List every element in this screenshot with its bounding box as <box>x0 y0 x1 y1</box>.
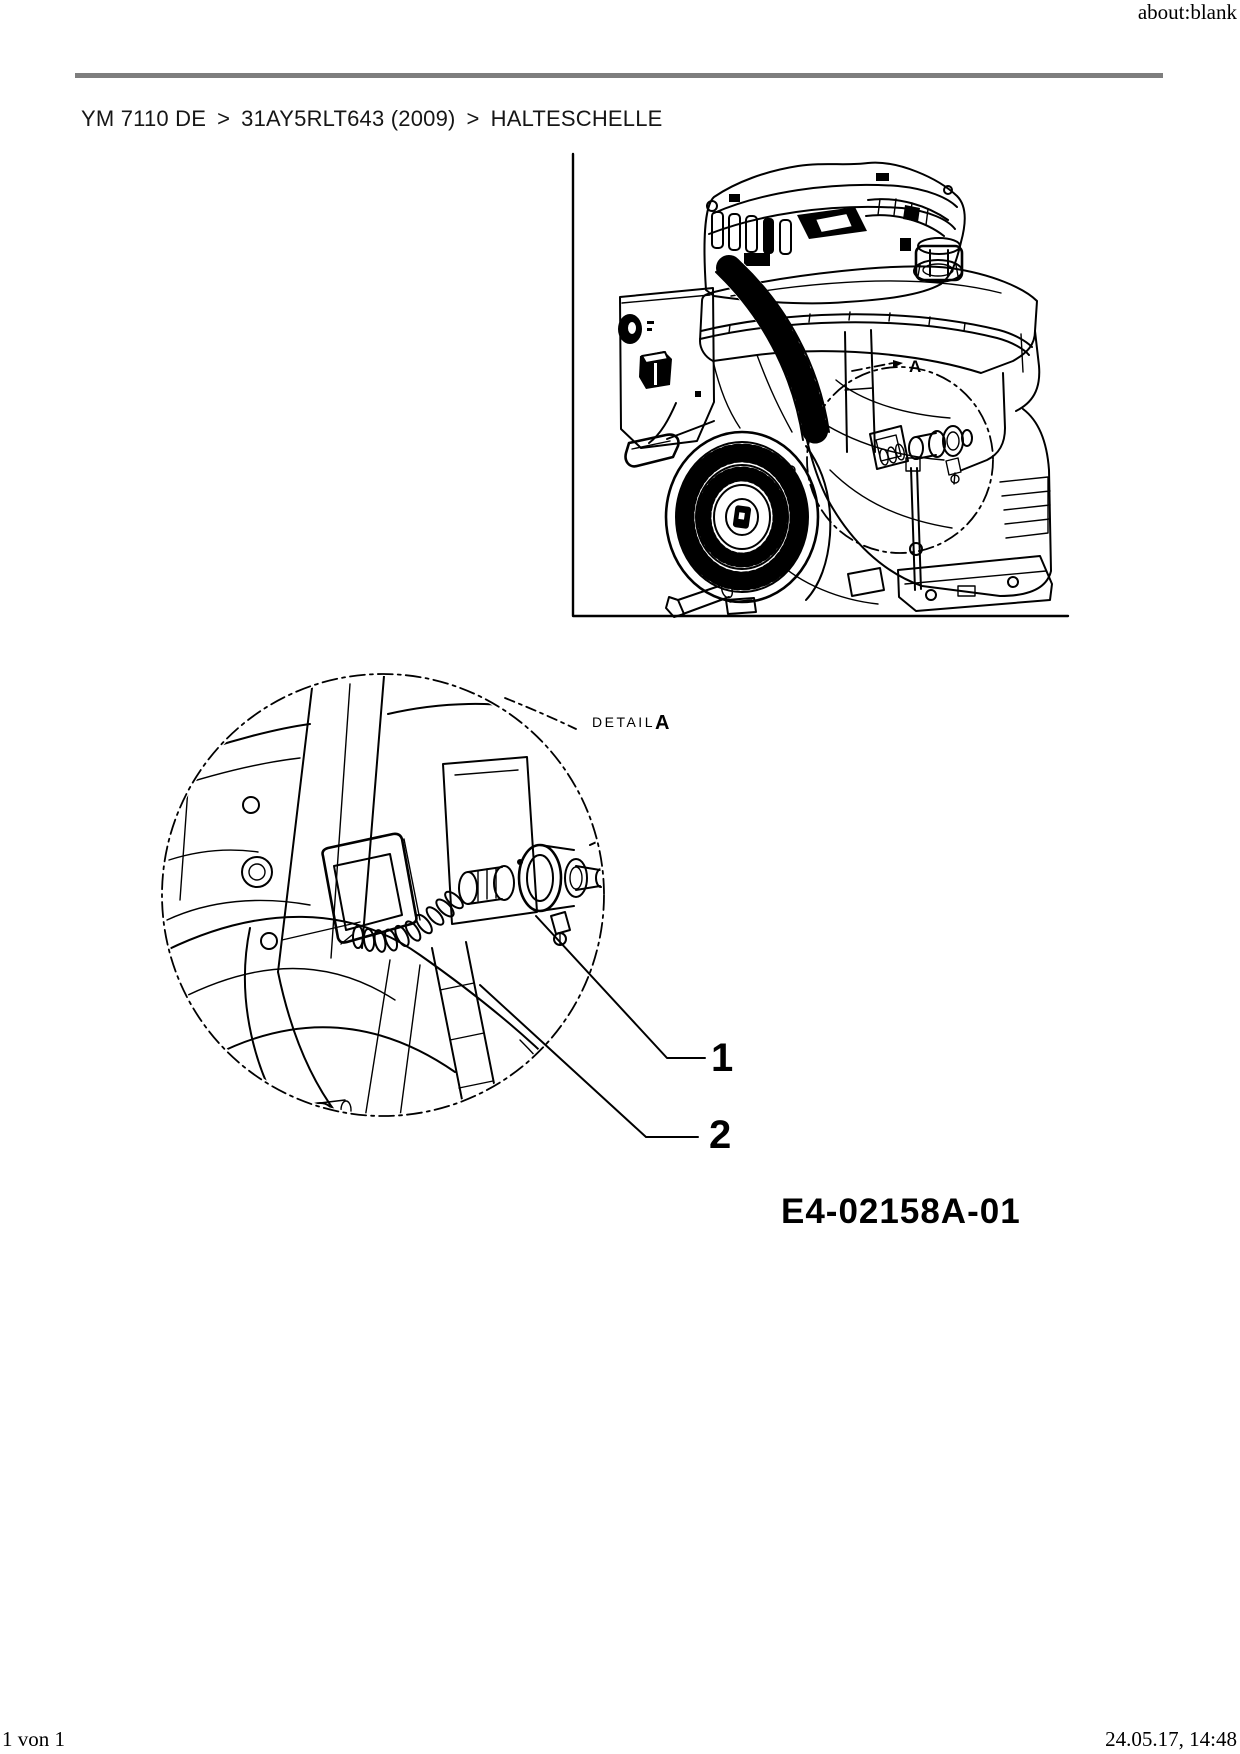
hose-clamp-screw <box>551 912 570 945</box>
drawing-number: E4-02158A-01 <box>781 1192 1021 1231</box>
header-divider <box>75 73 1163 78</box>
page-count: 1 von 1 <box>2 1727 65 1751</box>
breadcrumb <box>81 106 663 132</box>
print-header-url: about:blank <box>1137 0 1237 24</box>
control-panel <box>618 288 714 466</box>
detail-a-marker-label: A <box>909 357 922 376</box>
corrugated-hose <box>353 889 466 953</box>
engine-overview-figure <box>560 140 1120 630</box>
detail-a-marker <box>807 357 993 553</box>
breadcrumb-item-section: HALTESCHELLE <box>490 106 663 131</box>
breadcrumb-item-serial: 31AY5RLT643 (2009) <box>241 106 456 131</box>
print-timestamp: 24.05.17, 14:48 <box>1105 1727 1237 1751</box>
breadcrumb-separator: > <box>466 106 480 131</box>
fuel-line-fitting <box>870 426 972 484</box>
chassis-lines <box>167 917 570 1155</box>
breadcrumb-item-model: YM 7110 DE <box>81 106 207 131</box>
callout-1-label: 1 <box>711 1036 734 1080</box>
callout-2-label: 2 <box>709 1113 732 1157</box>
detail-label: DETAIL <box>592 714 655 730</box>
detail-a-figure <box>140 640 760 1180</box>
breadcrumb-separator: > <box>217 106 231 131</box>
fuel-filter-assembly <box>459 836 640 920</box>
flywheel-fan <box>666 432 830 614</box>
detail-content <box>165 676 640 1155</box>
detail-letter: A <box>655 712 670 734</box>
pull-handle <box>626 435 679 467</box>
